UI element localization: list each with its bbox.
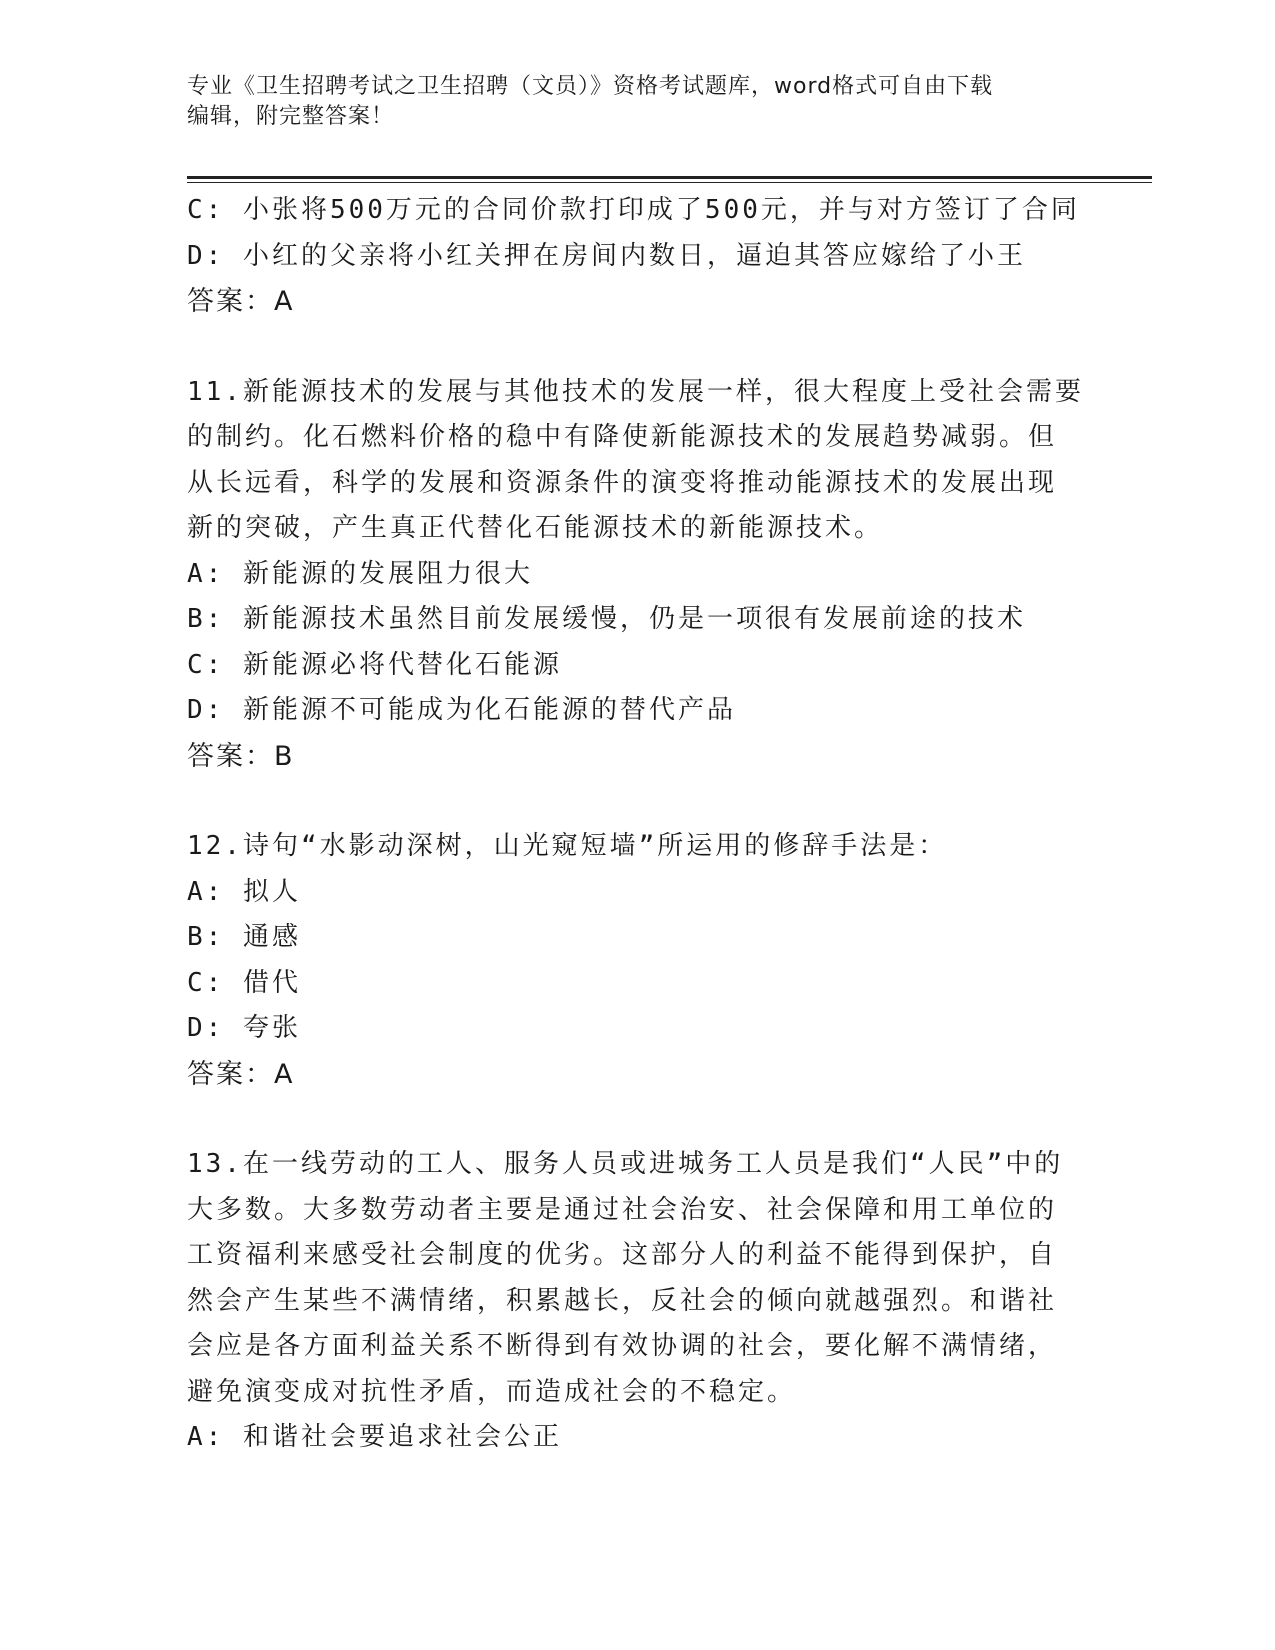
q13-stem-line: 大多数。大多数劳动者主要是通过社会治安、社会保障和用工单位的 [187, 1194, 1058, 1225]
q13-stem-line: 然会产生某些不满情绪，积累越长，反社会的倾向就越强烈。和谐社 [187, 1285, 1058, 1316]
q11-option-a: A: 新能源的发展阻力很大 [187, 558, 533, 589]
spacer [187, 325, 1087, 370]
q12-option-c: C: 借代 [187, 967, 301, 998]
header-divider-thin [187, 182, 1152, 183]
q13-stem-line: 会应是各方面利益关系不断得到有效协调的社会，要化解不满情绪， [187, 1331, 1058, 1361]
question-11 [187, 370, 1087, 780]
q12-option-b: B: 通感 [187, 922, 301, 952]
header-divider-thick [187, 176, 1152, 179]
q12-option-d: D: 夸张 [187, 1013, 301, 1043]
q13-option-a: A: 和谐社会要追求社会公正 [187, 1422, 562, 1452]
q12-option-a: A: 拟人 [187, 876, 301, 907]
document-header [187, 72, 1067, 132]
q12-answer: 答案：A [187, 1058, 295, 1090]
q13-stem-line: 避免演变成对抗性矛盾，而造成社会的不稳定。 [187, 1376, 797, 1407]
question-13 [187, 1142, 1087, 1461]
q11-option-c: C: 新能源必将代替化石能源 [187, 649, 562, 680]
spacer [187, 1097, 1087, 1142]
question-12 [187, 824, 1087, 1097]
question-10 [187, 188, 1087, 325]
q11-option-b: B: 新能源技术虽然目前发展缓慢，仍是一项很有发展前途的技术 [187, 604, 1026, 634]
q11-option-d: D: 新能源不可能成为化石能源的替代产品 [187, 695, 736, 725]
spacer [187, 779, 1087, 824]
q12-stem: 12.诗句“水影动深树，山光窥短墙”所运用的修辞手法是： [187, 831, 948, 861]
q11-stem-line: 的制约。化石燃料价格的稳中有降使新能源技术的发展趋势减弱。但 [187, 422, 1058, 452]
q11-stem-line: 从长远看，科学的发展和资源条件的演变将推动能源技术的发展出现 [187, 467, 1058, 498]
q10-option-d: D: 小红的父亲将小红关押在房间内数日，逼迫其答应嫁给了小王 [187, 240, 1026, 271]
q11-stem-line: 新的突破，产生真正代替化石能源技术的新能源技术。 [187, 513, 884, 543]
q13-stem-line: 13.在一线劳动的工人、服务人员或进城务工人员是我们“人民”中的 [187, 1149, 1064, 1179]
q10-answer: 答案：A [187, 286, 295, 317]
q11-stem-line: 11.新能源技术的发展与其他技术的发展一样，很大程度上受社会需要 [187, 376, 1084, 407]
header-title-line-1: 专业《卫生招聘考试之卫生招聘（文员）》资格考试题库，word格式可自由下载 [187, 74, 994, 99]
q11-answer: 答案：B [187, 740, 295, 772]
q13-stem-line: 工资福利来感受社会制度的优劣。这部分人的利益不能得到保护，自 [187, 1240, 1058, 1270]
header-title-line-2: 编辑，附完整答案！ [187, 104, 395, 129]
question-list [187, 188, 1087, 1461]
q10-option-c: C: 小张将500万元的合同价款打印成了500元，并与对方签订了合同 [187, 195, 1080, 225]
